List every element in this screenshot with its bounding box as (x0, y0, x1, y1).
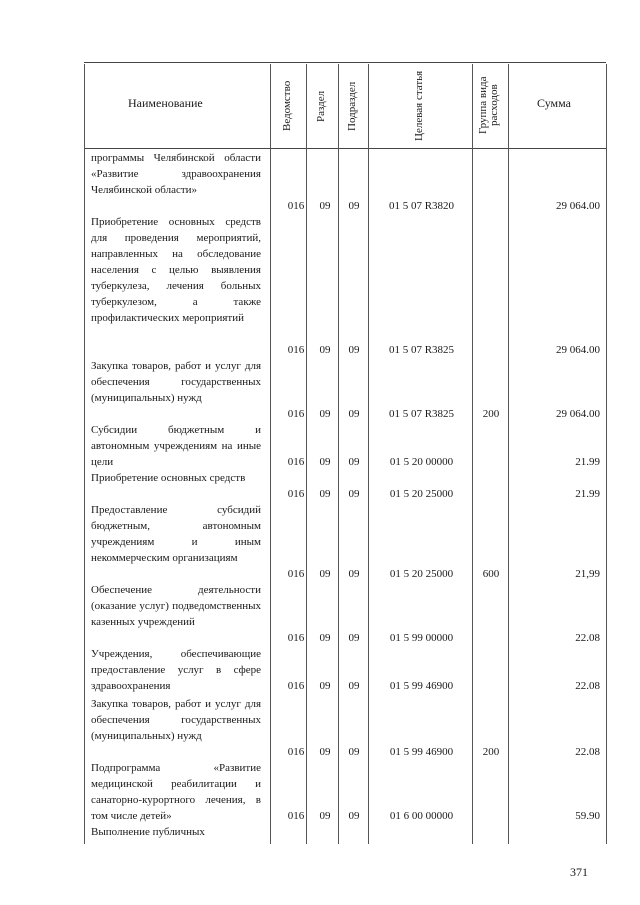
header-razdel: Раздел (315, 90, 327, 122)
row-celevaya: 01 6 00 00000 (389, 810, 454, 822)
row-summa: 21.99 (575, 456, 600, 468)
column-divider (270, 64, 271, 844)
page-number: 371 (570, 865, 588, 879)
row-podrazdel: 09 (348, 200, 360, 212)
header-vedomstvo: Ведомство (281, 80, 293, 132)
row-vedomstvo: 016 (287, 200, 305, 212)
row-razdel: 09 (319, 680, 331, 692)
row-name: Приобретение основных средств (91, 472, 246, 484)
row-razdel: 09 (319, 632, 331, 644)
row-name: Закупка товаров, работ и услуг для обеспечения государственных (муниципальных) нужд (91, 360, 261, 404)
row-vedomstvo: 016 (287, 344, 305, 356)
row-summa: 29 064.00 (556, 344, 600, 356)
row-vedomstvo: 016 (287, 568, 305, 580)
row-podrazdel: 09 (348, 456, 360, 468)
row-celevaya: 01 5 99 00000 (389, 632, 454, 644)
row-name: Обеспечение деятельности (оказание услуг) подведомственных казенных учреждений (91, 584, 261, 628)
row-podrazdel: 09 (348, 488, 360, 500)
row-gruppa: 200 (482, 746, 500, 758)
row-celevaya: 01 5 99 46900 (389, 680, 454, 692)
row-name: Выполнение публичных (91, 826, 205, 838)
header-gruppa: Группа вида расходов (477, 76, 500, 134)
row-razdel: 09 (319, 344, 331, 356)
row-razdel: 09 (319, 568, 331, 580)
row-celevaya: 01 5 07 R3820 (388, 200, 455, 212)
row-celevaya: 01 5 20 25000 (389, 488, 454, 500)
column-divider (606, 64, 607, 844)
row-vedomstvo: 016 (287, 456, 305, 468)
row-celevaya: 01 5 20 00000 (389, 456, 454, 468)
row-vedomstvo: 016 (287, 810, 305, 822)
row-summa: 22.08 (575, 680, 600, 692)
row-razdel: 09 (319, 746, 331, 758)
row-summa: 29 064.00 (556, 200, 600, 212)
row-podrazdel: 09 (348, 680, 360, 692)
row-podrazdel: 09 (348, 810, 360, 822)
row-name: Приобретение основных средств для проведения мероприятий, направленных на обследование населения с целью выявления туберкулеза, лечения больных туберкулезом, а также профилактических мероприятий (91, 216, 261, 324)
row-name: Закупка товаров, работ и услуг для обеспечения государственных (муниципальных) нужд (91, 698, 261, 742)
row-summa: 29 064.00 (556, 408, 600, 420)
row-summa: 21.99 (575, 488, 600, 500)
row-name: Субсидии бюджетным и автономным учреждениям на иные цели (91, 424, 261, 468)
table-top-border (84, 62, 606, 63)
header-name: Наименование (128, 96, 203, 110)
row-podrazdel: 09 (348, 344, 360, 356)
row-name: Предоставление субсидий бюджетным, автономным учреждениям и иным некоммерческим организациям (91, 504, 261, 564)
row-vedomstvo: 016 (287, 488, 305, 500)
row-summa: 22.08 (575, 632, 600, 644)
row-razdel: 09 (319, 810, 331, 822)
row-name: программы Челябинской области «Развитие здравоохранения Челябинской области» (91, 152, 261, 196)
row-summa: 22.08 (575, 746, 600, 758)
row-gruppa: 600 (482, 568, 500, 580)
header-bottom-border (84, 148, 606, 149)
row-summa: 59.90 (575, 810, 600, 822)
row-vedomstvo: 016 (287, 680, 305, 692)
row-razdel: 09 (319, 456, 331, 468)
row-name: Учреждения, обеспечивающие предоставление услуг в сфере здравоохранения (91, 648, 261, 692)
row-vedomstvo: 016 (287, 632, 305, 644)
row-celevaya: 01 5 07 R3825 (388, 408, 455, 420)
column-divider (84, 64, 85, 844)
row-razdel: 09 (319, 488, 331, 500)
header-podrazdel: Подраздел (346, 81, 358, 131)
row-summa: 21,99 (575, 568, 600, 580)
row-podrazdel: 09 (348, 632, 360, 644)
row-celevaya: 01 5 99 46900 (389, 746, 454, 758)
row-gruppa: 200 (482, 408, 500, 420)
row-razdel: 09 (319, 408, 331, 420)
row-vedomstvo: 016 (287, 746, 305, 758)
header-summa: Сумма (537, 96, 571, 110)
row-razdel: 09 (319, 200, 331, 212)
row-celevaya: 01 5 20 25000 (389, 568, 454, 580)
row-podrazdel: 09 (348, 746, 360, 758)
row-celevaya: 01 5 07 R3825 (388, 344, 455, 356)
row-vedomstvo: 016 (287, 408, 305, 420)
header-celevaya: Целевая статья (413, 70, 425, 142)
row-name: Подпрограмма «Развитие медицинской реабилитации и санаторно-курортного лечения, в том числе детей» (91, 762, 261, 822)
row-podrazdel: 09 (348, 408, 360, 420)
row-podrazdel: 09 (348, 568, 360, 580)
